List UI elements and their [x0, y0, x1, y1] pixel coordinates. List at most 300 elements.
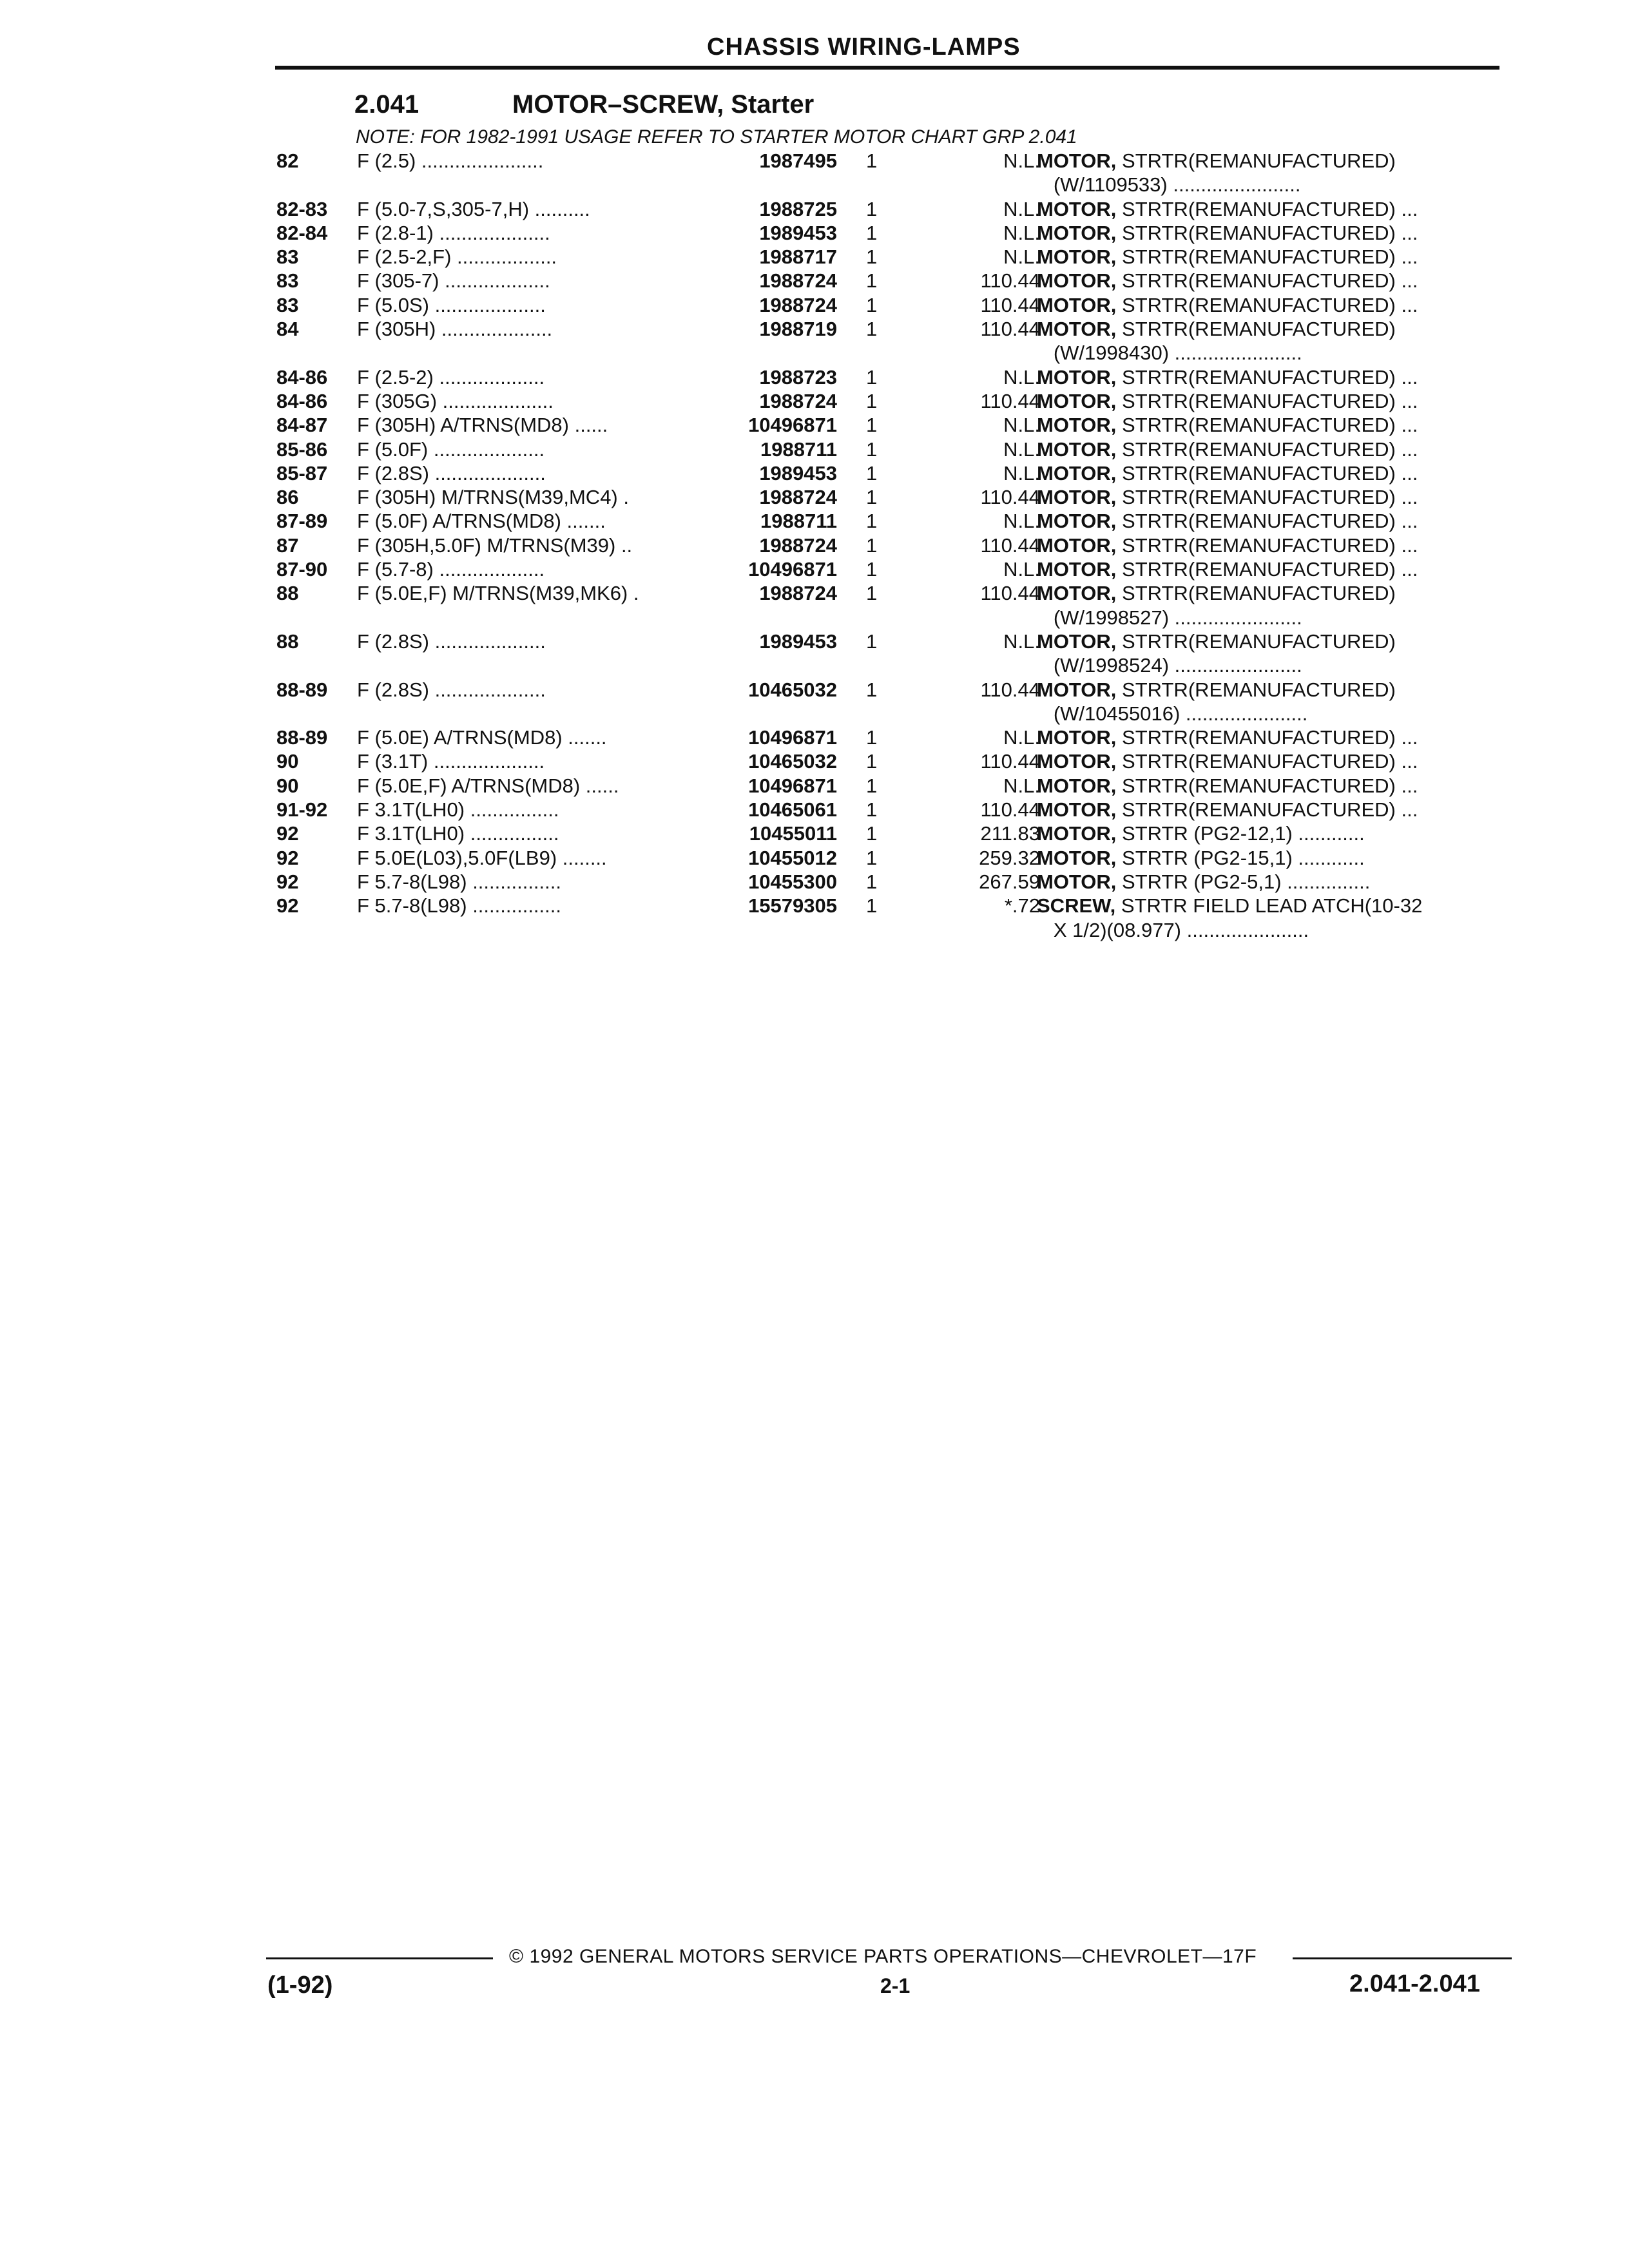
table-row: [276, 389, 1501, 413]
model-cell: F (2.8S) ....................: [357, 678, 546, 701]
quantity-cell: 1: [866, 365, 878, 389]
quantity-cell: 1: [866, 846, 878, 869]
description-cell: [1037, 293, 1501, 317]
description-cell: [1037, 317, 1501, 341]
year-cell: 90: [276, 750, 299, 773]
table-row: [276, 581, 1501, 605]
model-cell: F (305G) ....................: [357, 389, 554, 412]
year-cell: 88: [276, 629, 299, 653]
description-cell: [1037, 629, 1501, 653]
price-cell: 110.44: [980, 582, 1040, 605]
usage-note: NOTE: FOR 1982-1991 USAGE REFER TO STARTER MOTOR CHART GRP 2.041: [356, 126, 1077, 148]
description-cell: [1037, 533, 1501, 557]
table-row: [276, 870, 1501, 894]
table-row: [276, 245, 1501, 269]
price-cell-wrap: [911, 317, 1040, 341]
price-cell-wrap: [911, 269, 1040, 293]
price-cell: N.L.: [1003, 629, 1040, 653]
description-text: (W/10455016) ......................: [1037, 702, 1308, 725]
year-cell: 83: [276, 245, 299, 269]
price-cell: *.72: [1004, 894, 1040, 918]
table-row: [276, 437, 1501, 461]
model-cell: F (2.5-2,F) ..................: [357, 245, 557, 269]
price-cell: N.L.: [1003, 221, 1040, 244]
quantity-cell: 1: [866, 870, 878, 893]
quantity-cell: 1: [866, 558, 878, 581]
quantity-cell: 1: [866, 510, 878, 533]
part-number-cell: 10465032: [748, 750, 837, 773]
price-cell: N.L.: [1003, 726, 1040, 749]
model-cell: F (2.5) ......................: [357, 149, 544, 172]
model-cell: F (305-7) ...................: [357, 269, 550, 293]
year-cell: 90: [276, 774, 299, 797]
table-row: [276, 485, 1501, 509]
year-cell: 82-83: [276, 197, 328, 220]
price-cell-wrap: [911, 653, 1040, 677]
model-cell: F (305H) A/TRNS(MD8) ......: [357, 414, 608, 437]
model-cell: F 5.7-8(L98) ................: [357, 870, 561, 893]
model-cell: F (5.0E,F) M/TRNS(M39,MK6) .: [357, 582, 639, 605]
quantity-cell: 1: [866, 197, 878, 220]
table-row: [276, 774, 1501, 798]
year-cell: 84-87: [276, 414, 328, 437]
description-text: STRTR(REMANUFACTURED) ...: [1116, 774, 1418, 797]
quantity-cell: 1: [866, 533, 878, 557]
footer-rule-right: [1293, 1957, 1512, 1959]
model-cell: F (3.1T) ....................: [357, 750, 545, 773]
description-cell: [1037, 485, 1501, 509]
price-cell: N.L.: [1003, 197, 1040, 220]
part-number-cell: 1989453: [759, 629, 837, 653]
footer-date: (1-92): [267, 1972, 333, 1999]
description-keyword: MOTOR,: [1037, 461, 1117, 485]
description-cell: [1037, 822, 1501, 845]
description-text: STRTR(REMANUFACTURED) ...: [1116, 510, 1418, 533]
part-number-cell: 1988724: [759, 269, 837, 293]
description-text: STRTR(REMANUFACTURED): [1116, 678, 1396, 701]
model-cell: F (305H) ....................: [357, 318, 553, 341]
table-row: [276, 413, 1501, 437]
description-keyword: MOTOR,: [1037, 533, 1117, 557]
price-cell-wrap: [911, 702, 1040, 726]
part-number-cell: 1989453: [759, 461, 837, 485]
description-text: STRTR(REMANUFACTURED) ...: [1116, 293, 1418, 316]
table-row: [276, 509, 1501, 533]
section-number: 2.041: [354, 90, 419, 119]
model-cell: F (5.0S) ....................: [357, 293, 546, 316]
quantity-cell: 1: [866, 798, 878, 822]
price-cell: 259.32: [979, 846, 1040, 869]
price-cell-wrap: [911, 413, 1040, 437]
description-keyword: MOTOR,: [1037, 245, 1117, 269]
description-text: STRTR(REMANUFACTURED) ...: [1116, 365, 1418, 389]
price-cell-wrap: [911, 918, 1040, 942]
description-text: (W/1998527) .......................: [1037, 606, 1302, 629]
part-number-cell: 10496871: [748, 414, 837, 437]
table-row: [276, 606, 1501, 629]
description-text: STRTR (PG2-5,1) ...............: [1116, 870, 1371, 893]
quantity-cell: 1: [866, 750, 878, 773]
price-cell-wrap: [911, 173, 1040, 197]
quantity-cell: 1: [866, 437, 878, 461]
table-row: [276, 197, 1501, 221]
table-row: [276, 726, 1501, 749]
table-row: [276, 702, 1501, 726]
description-text: STRTR(REMANUFACTURED) ...: [1116, 437, 1418, 461]
description-text: STRTR(REMANUFACTURED): [1116, 149, 1396, 172]
part-number-cell: 10496871: [748, 726, 837, 749]
part-number-cell: 1988711: [760, 510, 837, 533]
footer-section-ref: 2.041-2.041: [1349, 1970, 1480, 1997]
part-number-cell: 10465061: [748, 798, 837, 822]
year-cell: 88-89: [276, 678, 328, 701]
table-row: [276, 822, 1501, 845]
price-cell-wrap: [911, 629, 1040, 653]
price-cell-wrap: [911, 606, 1040, 629]
price-cell: 110.44: [980, 798, 1040, 822]
price-cell-wrap: [911, 365, 1040, 389]
part-number-cell: 10455011: [749, 822, 837, 845]
model-cell: F (2.5-2) ...................: [357, 365, 545, 389]
price-cell-wrap: [911, 437, 1040, 461]
description-cell: [1037, 557, 1501, 581]
description-cell: [1037, 581, 1501, 605]
table-row: [276, 653, 1501, 677]
model-cell: F (2.8-1) ....................: [357, 221, 550, 244]
year-cell: 87-89: [276, 510, 328, 533]
description-keyword: MOTOR,: [1037, 678, 1117, 701]
year-cell: 84: [276, 318, 299, 341]
model-cell: F 5.0E(L03),5.0F(LB9) ........: [357, 846, 607, 869]
price-cell-wrap: [911, 389, 1040, 413]
part-number-cell: 1988724: [759, 582, 837, 605]
part-number-cell: 1988725: [759, 197, 837, 220]
year-cell: 83: [276, 293, 299, 316]
description-cell: [1037, 894, 1501, 918]
description-cell: [1037, 149, 1501, 173]
part-number-cell: 10465032: [748, 678, 837, 701]
quantity-cell: 1: [866, 774, 878, 797]
year-cell: 85-87: [276, 461, 328, 485]
description-text: STRTR(REMANUFACTURED) ...: [1116, 798, 1418, 822]
description-keyword: MOTOR,: [1037, 846, 1117, 869]
year-cell: 88: [276, 582, 299, 605]
description-cell: [1037, 606, 1501, 629]
model-cell: F (305H,5.0F) M/TRNS(M39) ..: [357, 533, 633, 557]
price-cell: 211.83: [980, 822, 1040, 845]
description-keyword: MOTOR,: [1037, 221, 1117, 244]
quantity-cell: 1: [866, 582, 878, 605]
description-text: STRTR(REMANUFACTURED) ...: [1116, 414, 1418, 437]
price-cell: N.L.: [1003, 558, 1040, 581]
page-header-title: CHASSIS WIRING-LAMPS: [707, 34, 1021, 61]
table-row: [276, 461, 1501, 485]
model-cell: F (5.0-7,S,305-7,H) ..........: [357, 197, 590, 220]
description-text: STRTR(REMANUFACTURED): [1116, 582, 1396, 605]
description-text: STRTR(REMANUFACTURED) ...: [1116, 558, 1418, 581]
description-cell: [1037, 726, 1501, 749]
description-text: STRTR (PG2-15,1) ............: [1116, 846, 1365, 869]
model-cell: F 3.1T(LH0) ................: [357, 798, 559, 822]
section-title: MOTOR–SCREW, Starter: [512, 90, 815, 119]
price-cell-wrap: [911, 749, 1040, 773]
price-cell-wrap: [911, 461, 1040, 485]
model-cell: F (5.0F) ....................: [357, 437, 545, 461]
description-text: (W/1109533) .......................: [1037, 173, 1301, 197]
year-cell: 87: [276, 533, 299, 557]
price-cell-wrap: [911, 221, 1040, 245]
model-cell: F (2.8S) ....................: [357, 461, 546, 485]
quantity-cell: 1: [866, 269, 878, 293]
description-keyword: MOTOR,: [1037, 558, 1117, 581]
table-row: [276, 557, 1501, 581]
table-row: [276, 173, 1501, 197]
description-text: STRTR(REMANUFACTURED) ...: [1116, 533, 1418, 557]
part-number-cell: 1988724: [759, 533, 837, 557]
part-number-cell: 15579305: [748, 894, 837, 918]
description-text: STRTR FIELD LEAD ATCH(10-32: [1115, 894, 1423, 918]
price-cell-wrap: [911, 870, 1040, 894]
table-row: [276, 533, 1501, 557]
description-keyword: MOTOR,: [1037, 582, 1117, 605]
part-number-cell: 10455300: [748, 870, 837, 893]
footer-copyright: © 1992 GENERAL MOTORS SERVICE PARTS OPERATIONS—CHEVROLET—17F: [509, 1946, 1257, 1967]
description-keyword: MOTOR,: [1037, 870, 1117, 893]
price-cell: 267.59: [979, 870, 1040, 893]
quantity-cell: 1: [866, 894, 878, 918]
price-cell-wrap: [911, 149, 1040, 173]
price-cell-wrap: [911, 197, 1040, 221]
description-keyword: MOTOR,: [1037, 629, 1117, 653]
description-cell: [1037, 846, 1501, 870]
year-cell: 92: [276, 822, 299, 845]
description-keyword: MOTOR,: [1037, 414, 1117, 437]
description-keyword: MOTOR,: [1037, 149, 1117, 172]
part-number-cell: 1988724: [759, 486, 837, 509]
quantity-cell: 1: [866, 486, 878, 509]
description-text: STRTR(REMANUFACTURED): [1116, 318, 1396, 341]
price-cell-wrap: [911, 798, 1040, 822]
model-cell: F (2.8S) ....................: [357, 629, 546, 653]
price-cell: 110.44: [980, 750, 1040, 773]
model-cell: F (5.7-8) ...................: [357, 558, 545, 581]
part-number-cell: 1988719: [759, 318, 837, 341]
part-number-cell: 1988711: [760, 437, 837, 461]
price-cell-wrap: [911, 822, 1040, 845]
year-cell: 86: [276, 486, 299, 509]
description-keyword: MOTOR,: [1037, 510, 1117, 533]
part-number-cell: 10455012: [748, 846, 837, 869]
price-cell-wrap: [911, 726, 1040, 749]
model-cell: F (5.0F) A/TRNS(MD8) .......: [357, 510, 606, 533]
year-cell: 87-90: [276, 558, 328, 581]
table-row: [276, 629, 1501, 653]
price-cell-wrap: [911, 485, 1040, 509]
table-row: [276, 918, 1501, 942]
year-cell: 85-86: [276, 437, 328, 461]
description-text: (W/1998430) .......................: [1037, 341, 1302, 365]
description-cell: [1037, 245, 1501, 269]
quantity-cell: 1: [866, 678, 878, 701]
description-keyword: MOTOR,: [1037, 365, 1117, 389]
quantity-cell: 1: [866, 318, 878, 341]
price-cell: N.L.: [1003, 365, 1040, 389]
year-cell: 83: [276, 269, 299, 293]
price-cell-wrap: [911, 774, 1040, 798]
quantity-cell: 1: [866, 461, 878, 485]
table-row: [276, 678, 1501, 702]
description-text: STRTR(REMANUFACTURED) ...: [1116, 197, 1418, 220]
year-cell: 84-86: [276, 389, 328, 412]
year-cell: 84-86: [276, 365, 328, 389]
description-text: STRTR(REMANUFACTURED) ...: [1116, 269, 1418, 293]
description-text: STRTR(REMANUFACTURED) ...: [1116, 245, 1418, 269]
table-row: [276, 293, 1501, 317]
price-cell-wrap: [911, 581, 1040, 605]
year-cell: 91-92: [276, 798, 328, 822]
price-cell-wrap: [911, 894, 1040, 918]
price-cell: 110.44: [980, 318, 1040, 341]
description-text: STRTR(REMANUFACTURED): [1116, 629, 1396, 653]
description-cell: [1037, 221, 1501, 245]
description-cell: [1037, 702, 1501, 726]
description-cell: [1037, 653, 1501, 677]
table-row: [276, 365, 1501, 389]
description-cell: [1037, 870, 1501, 894]
description-keyword: MOTOR,: [1037, 774, 1117, 797]
table-row: [276, 317, 1501, 341]
description-cell: [1037, 798, 1501, 822]
description-cell: [1037, 509, 1501, 533]
model-cell: F 5.7-8(L98) ................: [357, 894, 561, 918]
quantity-cell: 1: [866, 293, 878, 316]
description-cell: [1037, 678, 1501, 702]
part-number-cell: 1989453: [759, 221, 837, 244]
description-cell: [1037, 173, 1501, 197]
model-cell: F 3.1T(LH0) ................: [357, 822, 559, 845]
price-cell-wrap: [911, 293, 1040, 317]
price-cell: 110.44: [980, 486, 1040, 509]
part-number-cell: 1988723: [759, 365, 837, 389]
description-text: STRTR(REMANUFACTURED) ...: [1116, 486, 1418, 509]
description-cell: [1037, 437, 1501, 461]
description-keyword: SCREW,: [1037, 894, 1116, 918]
parts-table: [276, 149, 1501, 942]
price-cell: N.L.: [1003, 414, 1040, 437]
part-number-cell: 1988717: [759, 245, 837, 269]
table-row: [276, 341, 1501, 365]
description-text: STRTR(REMANUFACTURED) ...: [1116, 726, 1418, 749]
quantity-cell: 1: [866, 414, 878, 437]
description-text: STRTR(REMANUFACTURED) ...: [1116, 221, 1418, 244]
price-cell-wrap: [911, 509, 1040, 533]
price-cell: N.L.: [1003, 149, 1040, 172]
price-cell: N.L.: [1003, 461, 1040, 485]
price-cell: N.L.: [1003, 774, 1040, 797]
description-keyword: MOTOR,: [1037, 318, 1117, 341]
description-keyword: MOTOR,: [1037, 269, 1117, 293]
price-cell-wrap: [911, 341, 1040, 365]
description-cell: [1037, 197, 1501, 221]
model-cell: F (5.0E,F) A/TRNS(MD8) ......: [357, 774, 619, 797]
part-number-cell: 1988724: [759, 293, 837, 316]
description-keyword: MOTOR,: [1037, 726, 1117, 749]
price-cell-wrap: [911, 557, 1040, 581]
description-cell: [1037, 413, 1501, 437]
footer-page-number: 2-1: [880, 1974, 911, 1997]
part-number-cell: 10496871: [748, 558, 837, 581]
model-cell: F (305H) M/TRNS(M39,MC4) .: [357, 486, 629, 509]
quantity-cell: 1: [866, 822, 878, 845]
description-cell: [1037, 389, 1501, 413]
price-cell: 110.44: [980, 389, 1040, 412]
description-keyword: MOTOR,: [1037, 293, 1117, 316]
description-text: X 1/2)(08.977) ......................: [1037, 918, 1309, 941]
description-text: STRTR(REMANUFACTURED) ...: [1116, 461, 1418, 485]
price-cell: 110.44: [980, 678, 1040, 701]
header-rule: [275, 66, 1499, 70]
table-row: [276, 149, 1501, 173]
description-cell: [1037, 918, 1501, 942]
table-row: [276, 846, 1501, 870]
description-keyword: MOTOR,: [1037, 486, 1117, 509]
quantity-cell: 1: [866, 629, 878, 653]
price-cell: 110.44: [980, 293, 1040, 316]
price-cell-wrap: [911, 533, 1040, 557]
year-cell: 82: [276, 149, 299, 172]
year-cell: 92: [276, 894, 299, 918]
year-cell: 92: [276, 870, 299, 893]
quantity-cell: 1: [866, 149, 878, 172]
table-row: [276, 269, 1501, 293]
description-cell: [1037, 365, 1501, 389]
price-cell-wrap: [911, 245, 1040, 269]
part-number-cell: 10496871: [748, 774, 837, 797]
table-row: [276, 798, 1501, 822]
quantity-cell: 1: [866, 726, 878, 749]
description-cell: [1037, 774, 1501, 798]
description-keyword: MOTOR,: [1037, 750, 1117, 773]
description-text: (W/1998524) .......................: [1037, 654, 1302, 677]
price-cell: 110.44: [980, 533, 1040, 557]
price-cell-wrap: [911, 846, 1040, 870]
description-cell: [1037, 269, 1501, 293]
year-cell: 88-89: [276, 726, 328, 749]
year-cell: 92: [276, 846, 299, 869]
description-keyword: MOTOR,: [1037, 822, 1117, 845]
table-row: [276, 749, 1501, 773]
year-cell: 82-84: [276, 221, 328, 244]
description-text: STRTR (PG2-12,1) ............: [1116, 822, 1365, 845]
part-number-cell: 1987495: [759, 149, 837, 172]
quantity-cell: 1: [866, 221, 878, 244]
description-keyword: MOTOR,: [1037, 437, 1117, 461]
quantity-cell: 1: [866, 389, 878, 412]
description-text: STRTR(REMANUFACTURED) ...: [1116, 750, 1418, 773]
description-cell: [1037, 749, 1501, 773]
footer-rule-left: [266, 1957, 493, 1959]
description-keyword: MOTOR,: [1037, 389, 1117, 412]
quantity-cell: 1: [866, 245, 878, 269]
table-row: [276, 894, 1501, 918]
price-cell: N.L.: [1003, 510, 1040, 533]
price-cell-wrap: [911, 678, 1040, 702]
part-number-cell: 1988724: [759, 389, 837, 412]
price-cell: 110.44: [980, 269, 1040, 293]
description-keyword: MOTOR,: [1037, 798, 1117, 822]
description-cell: [1037, 341, 1501, 365]
description-keyword: MOTOR,: [1037, 197, 1117, 220]
